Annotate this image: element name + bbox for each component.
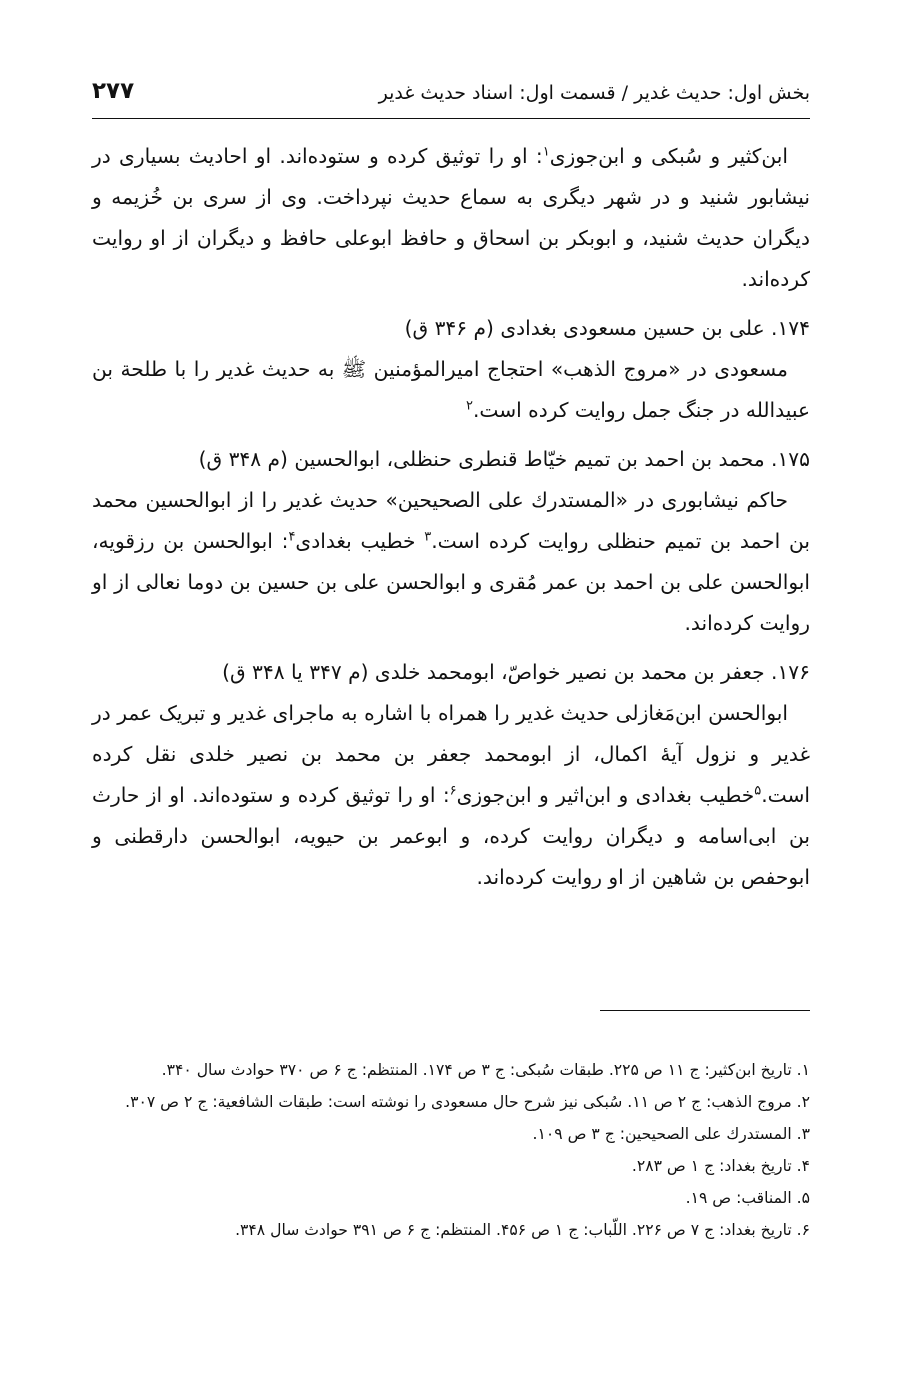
footnote-ref: ۵ bbox=[754, 783, 762, 799]
body-text bbox=[92, 136, 810, 898]
text-segment: خطیب بغدادی و ابن‌اثیر و ابن‌جوزی bbox=[456, 783, 755, 807]
book-page bbox=[92, 0, 810, 1390]
paragraph-intro bbox=[92, 136, 810, 300]
paragraph-174 bbox=[92, 349, 810, 431]
text-segment: ابوالحسن ابن‌مَغازلی حدیث غدیر را همراه با اشاره به ماجرای غدیر و تبریک عمر در غدیر و نزول آیهٔ اکمال، از ابومحمد جعفر بن محمد بن نصیر خلدی نقل کرده است. bbox=[92, 701, 810, 807]
footnote-2 bbox=[92, 1086, 810, 1118]
paragraph-176 bbox=[92, 693, 810, 898]
text-segment: خطیب بغدادی bbox=[295, 529, 425, 553]
page-number: ۲۷۷ bbox=[92, 78, 135, 104]
page-header bbox=[92, 72, 810, 112]
text-segment: : ابوالحسن بن رزقویه، ابوالحسن علی بن احمد بن عمر مُقری و ابوالحسن علی بن حسین بن دوما نعالی از او روایت کرده‌اند. bbox=[92, 529, 810, 635]
footnote-6: ۶. تاریخ بغداد: ج ۷ ص ۲۲۶. اللّباب: ج ۱ ص ۴۵۶. المنتظم: ج ۶ ص ۳۹۱ حوادث سال ۳۴۸. bbox=[235, 1221, 810, 1239]
text-segment: مسعودی در «مروج الذهب» احتجاج امیرالمؤمنین ﷺ به حدیث غدیر را با طلحة بن عبیدالله در جنگ جمل روایت کرده است. bbox=[92, 357, 810, 422]
entry-heading-176: ۱۷۶. جعفر بن محمد بن نصیر خواصّ، ابومحمد خلدی (م ۳۴۷ یا ۳۴۸ ق) bbox=[222, 660, 810, 684]
footnote-5: ۵. المناقب: ص ۱۹. bbox=[685, 1189, 810, 1207]
footnote-ref: ۱ bbox=[542, 144, 550, 160]
text-segment: ابن‌کثیر و سُبکی و ابن‌جوزی bbox=[549, 144, 788, 168]
paragraph-175 bbox=[92, 480, 810, 644]
header-rule bbox=[92, 118, 810, 119]
footnotes bbox=[92, 1054, 810, 1246]
text-segment: : او را توثیق کرده و ستوده‌اند. او از حارث بن ابی‌اسامه و دیگران روایت کرده، و ابوعمر بن حیویه، ابوالحسن دارقطنی و ابوحفص بن شاهین از او روایت کرده‌اند. bbox=[92, 783, 810, 889]
text-segment: : او را توثیق کرده و ستوده‌اند. او احادیث بسیاری در نیشابور شنید و در شهر دیگری به سماع حدیث نپرداخت. وی از سری بن خُزیمه و دیگران حدیث شنید، و ابوبکر بن اسحاق و حافظ ابوعلی حافظ و دیگران از او روایت کرده‌اند. bbox=[92, 144, 810, 291]
footnote-ref: ۴ bbox=[288, 529, 296, 545]
entry-heading-175: ۱۷۵. محمد بن احمد بن تمیم خیّاط قنطری حنظلی، ابوالحسین (م ۳۴۸ ق) bbox=[198, 447, 810, 471]
text-segment: حاکم نیشابوری در «المستدرك علی الصحیحین» حدیث غدیر را از ابوالحسین محمد بن احمد بن تمیم حنظلی روایت کرده است. bbox=[92, 488, 810, 553]
footnote-4: ۴. تاریخ بغداد: ج ۱ ص ۲۸۳. bbox=[631, 1157, 810, 1175]
footnote-3: ۳. المستدرك علی الصحیحین: ج ۳ ص ۱۰۹. bbox=[532, 1125, 810, 1143]
footnote-separator bbox=[600, 1010, 810, 1011]
running-title: بخش اول: حدیث غدیر / قسمت اول: اسناد حدیث غدیر bbox=[378, 82, 810, 104]
footnote-ref: ۲ bbox=[465, 398, 473, 414]
footnote-1: ۱. تاریخ ابن‌کثیر: ج ۱۱ ص ۲۲۵. طبقات سُبکی: ج ۳ ص ۱۷۴. المنتظم: ج ۶ ص ۳۷۰ حوادث سال ۳۴۰. bbox=[161, 1061, 810, 1079]
entry-heading-174: ۱۷۴. علی بن حسین مسعودی بغدادی (م ۳۴۶ ق) bbox=[404, 316, 810, 340]
footnote-ref: ۳ bbox=[424, 529, 432, 545]
footnote-text: ۲. مروج الذهب: ج ۲ ص ۱۱. سُبکی نیز شرح حال مسعودی را نوشته است: طبقات الشافعیة: ج ۲ ص ۳۰۷. bbox=[125, 1093, 810, 1111]
footnote-ref: ۶ bbox=[449, 783, 457, 799]
